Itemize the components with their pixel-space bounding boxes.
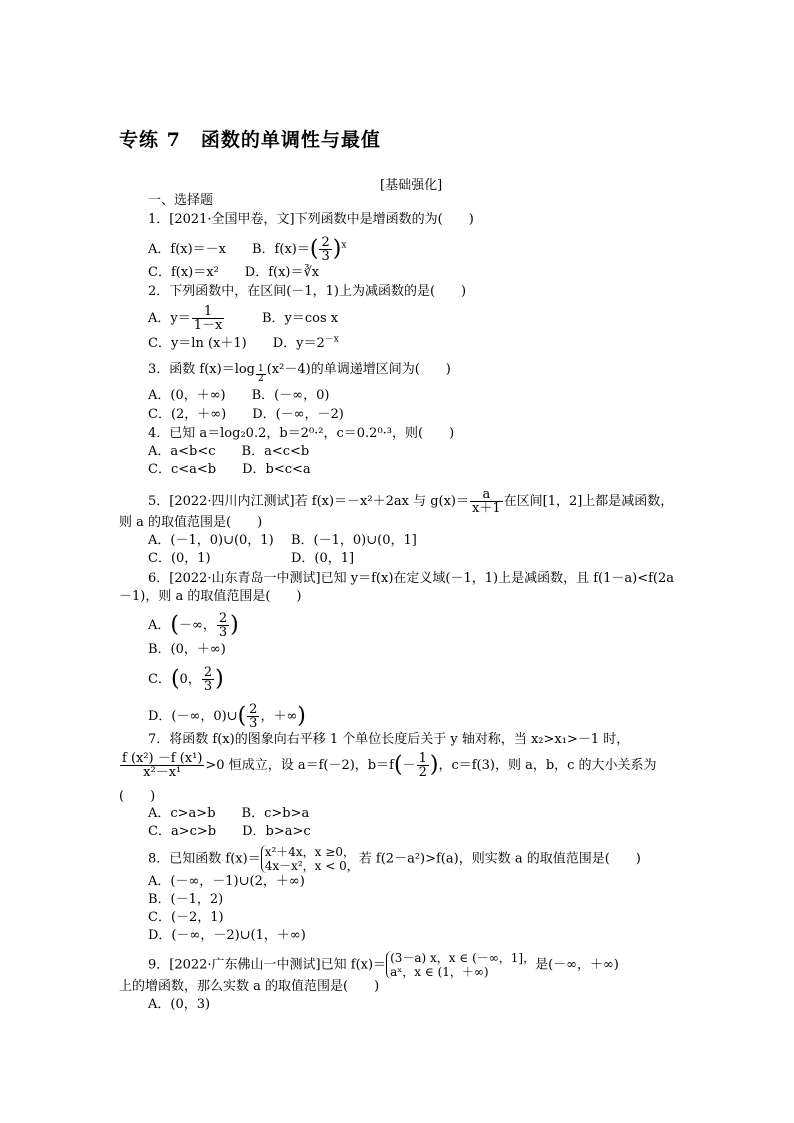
q1-options-ab: A．f(x)＝－x B．f(x)＝( $\frac{2}{3}$ )$^x$ bbox=[148, 235, 347, 264]
q6-option-d: D．(－∞，0)∪( $\frac{2}{3}$ ，＋∞) bbox=[148, 702, 306, 731]
q5-option-c: C．(0，1) bbox=[148, 551, 211, 566]
q5-option-b: B．(－1，0)∪(0，1] bbox=[291, 533, 417, 548]
q8-option-d: D．(－∞，－2)∪(1，＋∞) bbox=[148, 928, 306, 943]
q8-option-a: A．(－∞，－1)∪(2，＋∞) bbox=[148, 874, 305, 889]
q2-option-b: B．y＝cos x bbox=[262, 311, 339, 326]
q6-option-a: A．(－∞， $\frac{2}{3}$ ) bbox=[148, 611, 239, 640]
question-5-cont: 则 a 的取值范围是( ) bbox=[119, 515, 263, 530]
q5-option-d: D．(0，1] bbox=[291, 551, 355, 566]
q7-options-ab: A．c>a>b B．c>b>a bbox=[148, 806, 310, 821]
question-8: 8．已知函数 f(x)＝ x²＋4x，x ≥0， 4x－x²，x < 0， 若 f(2－a²)>f(a)，则实数 a 的取值范围是( ) bbox=[148, 845, 641, 873]
q2-option-a: A．y＝ $\frac{1}{1-x}$ bbox=[148, 304, 223, 333]
q1-options-cd: C．f(x)＝x² D．f(x)＝∛x bbox=[148, 265, 320, 280]
question-6: 6．[2022·山东青岛一中测试]已知 y＝f(x)在定义域(－1，1)上是减函数，且 f(1－a)<f(2a bbox=[148, 571, 674, 586]
question-9-cont: 上的增函数，那么实数 a 的取值范围是( ) bbox=[119, 979, 380, 994]
q4-options-ab: A．a<b<c B．a<c<b bbox=[148, 444, 310, 459]
q8-option-c: C．(－2，1) bbox=[148, 910, 224, 925]
q3-options-ab: A．(0，＋∞) B．(－∞，0) bbox=[148, 388, 330, 403]
q4-options-cd: C．c<a<b D．b<c<a bbox=[148, 462, 311, 477]
q2-options-cd: C．y＝ln (x＋1) D．$y=2^{-x}$ bbox=[148, 334, 339, 351]
q5-option-a: A．(－1，0)∪(0，1) bbox=[148, 533, 274, 548]
question-4: 4．已知 a＝log₂0.2，b＝2⁰·²，c＝0.2⁰·³，则( ) bbox=[148, 426, 455, 441]
q3-options-cd: C．(2，＋∞) D．(－∞，－2) bbox=[148, 407, 344, 422]
question-6-cont: －1)，则 a 的取值范围是( ) bbox=[119, 589, 302, 604]
q6-option-c: C．(0， $\frac{2}{3}$ ) bbox=[148, 665, 224, 694]
section-subtitle: [基础强化] bbox=[380, 178, 443, 193]
question-7-cont: $\frac{\text{f (x²) －f (x¹)}}{\text{x²－x¹}}$ >0 恒成立，设 a＝f(－2)，b＝f(－ $\frac{1}{2}$ )，c＝f(3)，则 a，b，c 的大小关系为 bbox=[122, 751, 657, 780]
section-heading: 一、选择题 bbox=[148, 193, 214, 208]
question-3: 3．函数 f(x)＝log $_{\frac{1}{2}}$ (x²－4)的单调递增区间为( ) bbox=[148, 362, 451, 384]
question-5: 5．[2022·四川内江测试]若 f(x)＝－x²＋2ax 与 g(x)＝ $\frac{a}{x+1}$ 在区间[1，2]上都是减函数， bbox=[148, 487, 674, 516]
q8-option-b: B．(－1，2) bbox=[148, 892, 224, 907]
question-2: 2．下列函数中，在区间(－1，1)上为减函数的是( ) bbox=[148, 284, 467, 299]
page-title: 专练 7 函数的单调性与最值 bbox=[119, 129, 381, 151]
q6-option-b: B．(0，＋∞) bbox=[148, 642, 226, 657]
question-7: 7．将函数 f(x)的图象向右平移 1 个单位长度后关于 y 轴对称，当 x₂>x₁>－1 时， bbox=[148, 732, 630, 747]
q7-options-cd: C．a>c>b D．b>a>c bbox=[148, 824, 311, 839]
q9-option-a: A．(0，3) bbox=[148, 997, 211, 1012]
question-1: 1．[2021·全国甲卷，文]下列函数中是增函数的为( ) bbox=[148, 212, 474, 227]
question-9: 9．[2022·广东佛山一中测试]已知 f(x)＝ (3－a) x，x ∈ (－∞，1]， aˣ，x ∈ (1，＋∞) 是(－∞，＋∞) bbox=[148, 951, 619, 979]
question-7-end: ( ) bbox=[119, 789, 156, 804]
